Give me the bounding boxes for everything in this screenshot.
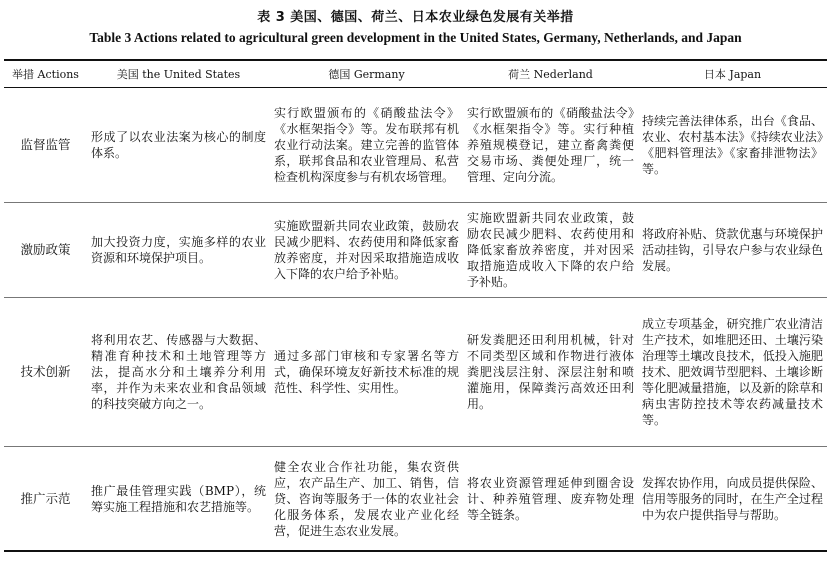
germany-cell: 通过多部门审核和专家署名等方式，确保环境友好新技术标准的规范性、科学性、实用性。 — [270, 298, 463, 447]
header-actions: 举措 Actions — [4, 60, 87, 88]
netherlands-cell: 实行欧盟颁布的《硝酸盐法令》《水框架指令》等。实行种植养殖规模登记，建立畜禽粪便交易市场、粪便处理厂，统一管理、定向分流。 — [463, 88, 638, 203]
actions-table — [4, 59, 827, 552]
action-cell: 推广示范 — [20, 490, 71, 506]
us-cell: 加大投资力度，实施多样的农业资源和环境保护项目。 — [87, 203, 270, 298]
header-united-states: 美国 the United States — [87, 60, 270, 88]
japan-cell: 成立专项基金，研究推广农业清洁生产技术，如堆肥还田、土壤污染治理等土壤改良技术，低投入施肥技术、肥效调节型肥料、土壤诊断等化肥减量措施，以及新的除草和病虫害防控技术等农药减量技术等。 — [638, 298, 827, 447]
table-title-english: Table 3 Actions related to agricultural green development in the United States, Germany, Netherlands, and Japan — [89, 30, 742, 45]
us-cell: 形成了以农业法案为核心的制度体系。 — [87, 88, 270, 203]
netherlands-cell: 将农业资源管理延伸到圈舍设计、种养殖管理、废弃物处理等全链条。 — [467, 475, 634, 522]
header-netherlands: 荷兰 Nederland — [463, 60, 638, 88]
table-row-supervision — [4, 88, 827, 203]
germany-cell: 实施欧盟新共同农业政策，鼓励农民减少肥料、农药使用和降低家畜放养密度，并对因采取措施造成收入下降的农户给予补贴。 — [270, 203, 463, 298]
germany-cell: 实行欧盟颁布的《硝酸盐法令》《水框架指令》等。发布联邦有机农业行动法案。建立完善的监管体系，联邦食品和农业管理局、私营检查机构深度参与有机农场管理。 — [270, 88, 463, 203]
japan-cell: 持续完善法律体系，出台《食品、农业、农村基本法》《持续农业法》《肥料管理法》《家畜排泄物法》等。 — [638, 88, 827, 203]
table-header-row — [4, 60, 827, 88]
table-row-incentives — [4, 203, 827, 298]
action-cell: 监督监管 — [4, 88, 87, 203]
netherlands-cell: 实施欧盟新共同农业政策，鼓励农民减少肥料、农药使用和降低家畜放养密度，并对因采取措施造成收入下降的农户给予补贴。 — [463, 203, 638, 298]
japan-cell: 发挥农协作用，向成员提供保险、信用等服务的同时，在生产全过程中为农户提供指导与帮助。 — [642, 475, 823, 522]
action-cell: 技术创新 — [4, 298, 87, 447]
us-cell: 推广最佳管理实践（BMP），统筹实施工程措施和农艺措施等。 — [91, 483, 266, 514]
header-japan: 日本 Japan — [638, 60, 827, 88]
table-row-innovation — [4, 298, 827, 447]
table-row-demonstration — [4, 447, 827, 552]
us-cell: 将利用农艺、传感器与大数据、精准育种技术和土地管理等方法，提高水分和土壤养分利用率，并作为未来农业和食品领域的科技突破方向之一。 — [87, 298, 270, 447]
table-title-chinese: 表 3 美国、德国、荷兰、日本农业绿色发展有关举措 — [257, 10, 574, 25]
header-germany: 德国 Germany — [270, 60, 463, 88]
germany-cell: 健全农业合作社功能，集农资供应，农产品生产、加工、销售，信贷、咨询等服务于一体的农业社会化服务体系，发展农业产业化经营，促进生态农业发展。 — [274, 459, 459, 538]
action-cell: 激励政策 — [4, 203, 87, 298]
netherlands-cell: 研发粪肥还田利用机械，针对不同类型区域和作物进行液体粪肥浅层注射、深层注射和喷灌施用，保障粪污高效还田利用。 — [463, 298, 638, 447]
japan-cell: 将政府补贴、贷款优惠与环境保护活动挂钩，引导农户参与农业绿色发展。 — [638, 203, 827, 298]
